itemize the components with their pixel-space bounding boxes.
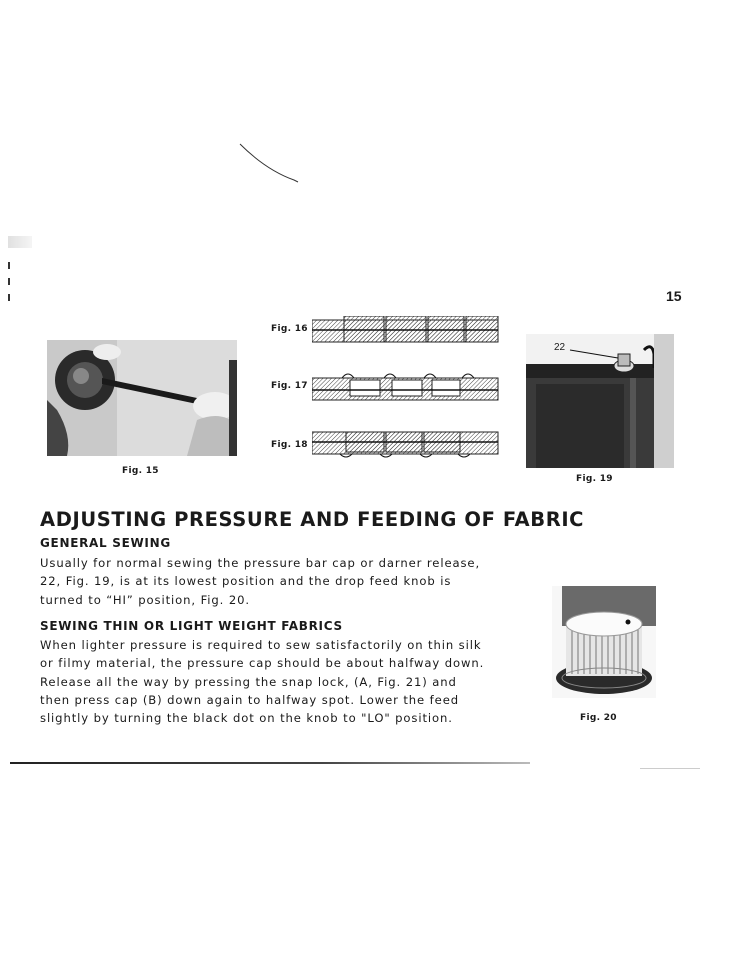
fig16-label: Fig. 16 <box>271 324 308 334</box>
fig17-label: Fig. 17 <box>271 381 308 391</box>
fig17-diagram <box>312 372 500 404</box>
text-line: Release all the way by pressing the snap lock, (A, Fig. 21) and <box>40 674 457 689</box>
general-sewing-heading: GENERAL SEWING <box>40 536 171 550</box>
pen-mark <box>236 140 306 185</box>
fig19-photo <box>526 334 674 468</box>
text-line: slightly by turning the black dot on the knob to "LO" position. <box>40 711 453 726</box>
text-line: Usually for normal sewing the pressure bar cap or darner release, <box>40 556 481 570</box>
margin-tick <box>8 262 10 269</box>
fig18-label: Fig. 18 <box>271 440 308 450</box>
text-line: When lighter pressure is required to sew satisfactorily on thin silk <box>40 638 482 652</box>
fig18-diagram <box>312 430 500 460</box>
fig20-photo <box>552 586 656 698</box>
general-sewing-text <box>40 554 495 609</box>
section-title: ADJUSTING PRESSURE AND FEEDING OF FABRIC <box>40 508 585 531</box>
text-line: or filmy material, the pressure cap should be about halfway down. <box>40 656 485 671</box>
margin-tick <box>8 294 10 301</box>
thin-fabrics-heading: SEWING THIN OR LIGHT WEIGHT FABRICS <box>40 619 343 633</box>
text-line: 22, Fig. 19, is at its lowest position and the drop feed knob is <box>40 574 452 589</box>
bottom-rule-faint <box>640 768 700 769</box>
page-number: 15 <box>666 288 682 304</box>
fig15-label: Fig. 15 <box>122 466 159 476</box>
fig19-label: Fig. 19 <box>576 474 613 484</box>
bottom-rule <box>10 762 530 764</box>
text-line: turned to “HI” position, Fig. 20. <box>40 592 250 607</box>
fig16-diagram <box>312 316 500 346</box>
fig19-callout: 22 <box>554 342 566 353</box>
smudge-mark <box>8 236 32 248</box>
margin-tick <box>8 278 10 285</box>
fig20-label: Fig. 20 <box>580 713 617 723</box>
fig15-photo <box>47 340 237 456</box>
text-line: then press cap (B) down again to halfway spot. Lower the feed <box>40 692 459 707</box>
thin-fabrics-text <box>40 636 495 727</box>
